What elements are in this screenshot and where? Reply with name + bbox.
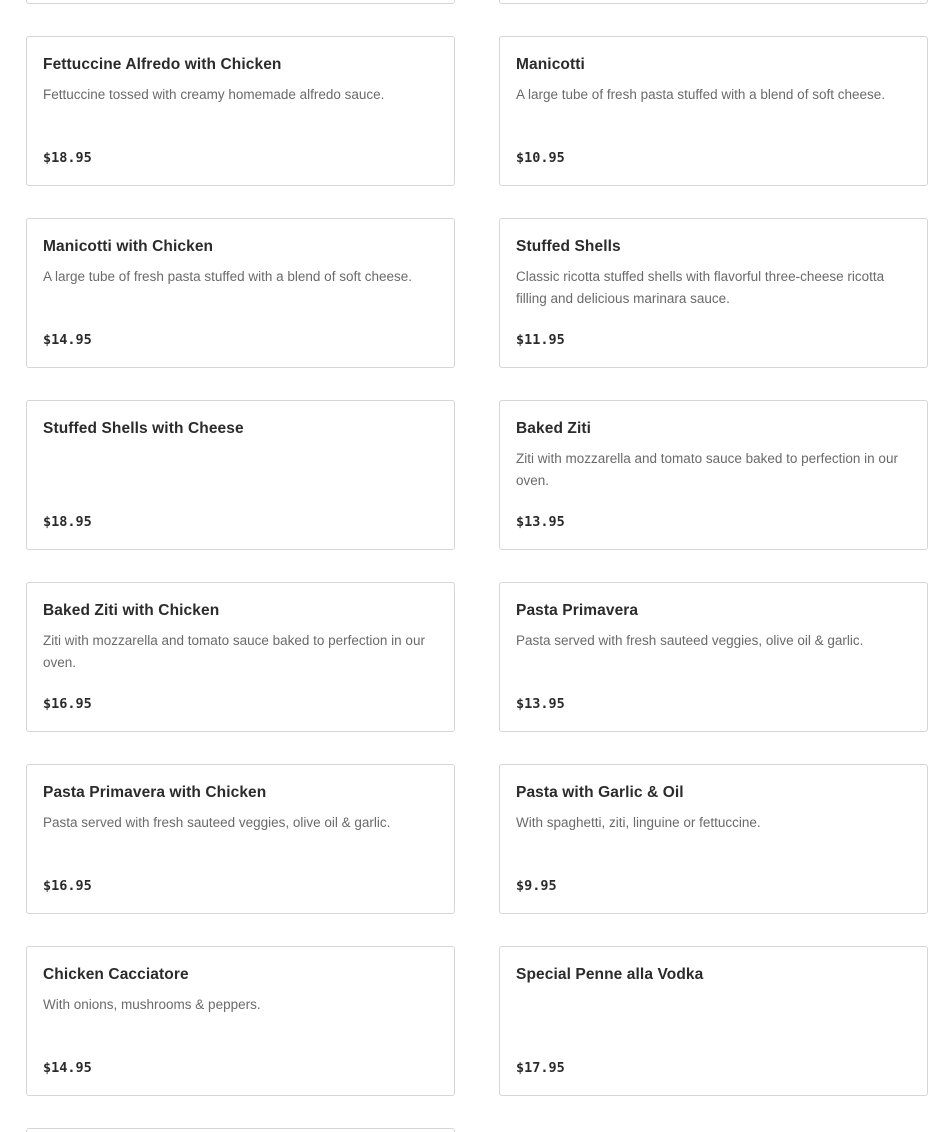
menu-item-name: Fettuccine Alfredo with Chicken: [43, 56, 282, 73]
menu-item-card[interactable]: [26, 582, 455, 732]
menu-item-card[interactable]: [26, 36, 455, 186]
menu-item-name: Chicken Cacciatore: [43, 966, 189, 983]
menu-item-description: Ziti with mozzarella and tomato sauce baked to perfection in our oven.: [516, 451, 898, 488]
menu-item-card[interactable]: [499, 582, 928, 732]
menu-item-name: Pasta Primavera with Chicken: [43, 784, 267, 801]
menu-item-price: $16.95: [43, 878, 92, 894]
menu-item-price: $11.95: [516, 332, 565, 348]
menu-item-name: Baked Ziti with Chicken: [43, 602, 220, 619]
menu-item-description: Ziti with mozzarella and tomato sauce baked to perfection in our oven.: [43, 633, 425, 670]
menu-item-card-partial-bottom-left[interactable]: [26, 1128, 455, 1132]
menu-item-name: Special Penne alla Vodka: [516, 966, 704, 983]
menu-item-card[interactable]: [26, 400, 455, 550]
menu-item-description: A large tube of fresh pasta stuffed with a blend of soft cheese.: [516, 87, 885, 102]
menu-item-card-partial-top-left[interactable]: [26, 0, 455, 4]
menu-item-card[interactable]: [499, 400, 928, 550]
menu-item-price: $17.95: [516, 1060, 565, 1076]
menu-item-price: $9.95: [516, 878, 557, 894]
menu-item-card[interactable]: [26, 218, 455, 368]
menu-item-name: Manicotti with Chicken: [43, 238, 214, 255]
menu-item-description: With spaghetti, ziti, linguine or fettuccine.: [516, 815, 761, 830]
menu-item-description: With onions, mushrooms & peppers.: [43, 997, 261, 1012]
menu-item-price: $18.95: [43, 150, 92, 166]
menu-item-card[interactable]: [26, 764, 455, 914]
menu-item-name: Pasta with Garlic & Oil: [516, 784, 684, 801]
menu-item-price: $16.95: [43, 696, 92, 712]
menu-item-card[interactable]: [26, 946, 455, 1096]
menu-item-description: A large tube of fresh pasta stuffed with a blend of soft cheese.: [43, 269, 412, 284]
menu-item-card[interactable]: [499, 946, 928, 1096]
menu-item-description: Pasta served with fresh sauteed veggies, olive oil & garlic.: [516, 633, 864, 648]
menu-item-card[interactable]: [499, 218, 928, 368]
menu-item-name: Baked Ziti: [516, 420, 592, 437]
menu-item-name: Manicotti: [516, 56, 585, 73]
menu-item-description: Classic ricotta stuffed shells with flavorful three-cheese ricotta filling and delicious marinara sauce.: [516, 269, 885, 306]
menu-item-price: $18.95: [43, 514, 92, 530]
menu-item-card-partial-top-right[interactable]: [499, 0, 928, 4]
menu-item-description: Pasta served with fresh sauteed veggies, olive oil & garlic.: [43, 815, 391, 830]
menu-item-price: $14.95: [43, 1060, 92, 1076]
menu-item-card[interactable]: [499, 764, 928, 914]
menu-item-card[interactable]: [499, 36, 928, 186]
menu-item-description: Fettuccine tossed with creamy homemade alfredo sauce.: [43, 87, 385, 102]
menu-item-price: $10.95: [516, 150, 565, 166]
menu-item-price: $14.95: [43, 332, 92, 348]
menu-item-name: Stuffed Shells: [516, 238, 621, 255]
menu-item-name: Stuffed Shells with Cheese: [43, 420, 244, 437]
menu-item-name: Pasta Primavera: [516, 602, 639, 619]
menu-item-price: $13.95: [516, 696, 565, 712]
menu-item-price: $13.95: [516, 514, 565, 530]
